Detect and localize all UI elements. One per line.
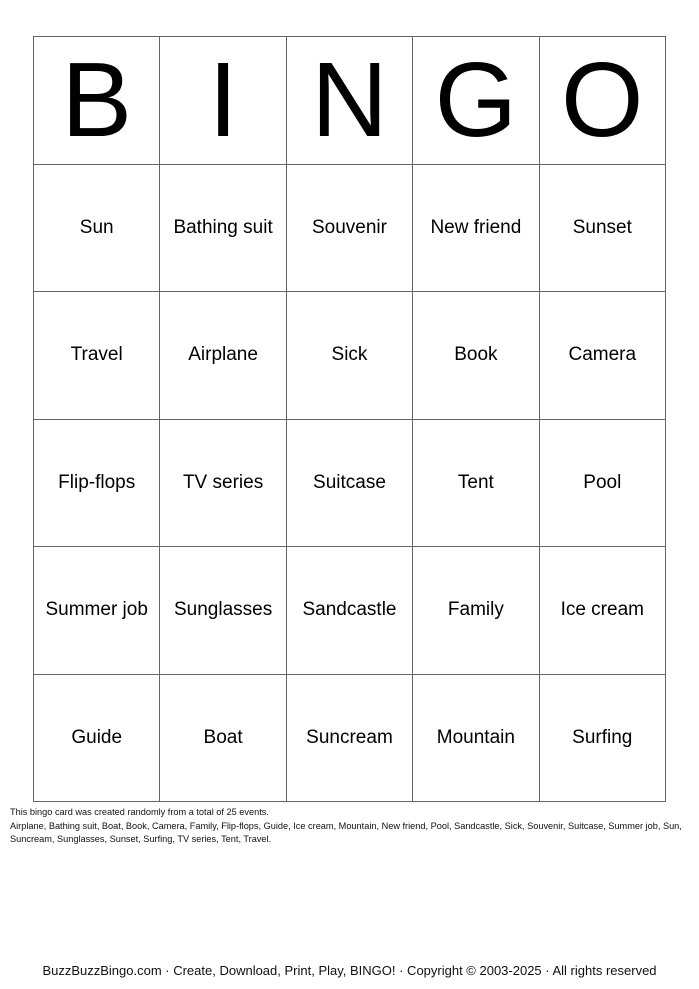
header-letter: G [413,37,539,165]
bingo-cell: Boat [160,674,286,802]
bingo-cell: Sun [34,164,160,292]
bingo-cell: Family [413,547,539,675]
header-letter: N [286,37,412,165]
bingo-cell: Tent [413,419,539,547]
bingo-cell: Sunset [539,164,665,292]
bingo-cell: Book [413,292,539,420]
bingo-cell: Airplane [160,292,286,420]
bingo-cell: Surfing [539,674,665,802]
header-letter: I [160,37,286,165]
bingo-cell: TV series [160,419,286,547]
bingo-cell: Sunglasses [160,547,286,675]
bingo-header-row [34,37,666,165]
bingo-cell: Summer job [34,547,160,675]
bingo-cell: Suncream [286,674,412,802]
bingo-cell: Bathing suit [160,164,286,292]
bingo-cell: Pool [539,419,665,547]
bingo-cell: Sick [286,292,412,420]
bingo-cell: Suitcase [286,419,412,547]
bingo-row [34,674,666,802]
bingo-cell: Flip-flops [34,419,160,547]
bingo-cell: Travel [34,292,160,420]
bingo-card [33,36,666,802]
bingo-row [34,164,666,292]
header-letter: B [34,37,160,165]
bingo-cell: Sandcastle [286,547,412,675]
bingo-row [34,547,666,675]
bingo-cell: New friend [413,164,539,292]
bingo-row [34,419,666,547]
footer-text: BuzzBuzzBingo.com · Create, Download, Print, Play, BINGO! · Copyright © 2003-2025 · All rights reserved [42,963,657,978]
bingo-cell: Guide [34,674,160,802]
note-summary: This bingo card was created randomly from a total of 25 events. [10,807,269,817]
header-letter: O [539,37,665,165]
bingo-cell: Mountain [413,674,539,802]
bingo-cell: Camera [539,292,665,420]
card-note [10,806,690,847]
bingo-cell: Ice cream [539,547,665,675]
note-event-list: Airplane, Bathing suit, Boat, Book, Camera, Family, Flip-flops, Guide, Ice cream, Mountain, New friend, Pool, Sandcastle, Sick, Souvenir, Suitcase, Summer job, Sun, Suncream, Sunglasses, Sunset, Surfing, TV series, Tent, Travel. [10,820,682,844]
bingo-cell: Souvenir [286,164,412,292]
bingo-row [34,292,666,420]
